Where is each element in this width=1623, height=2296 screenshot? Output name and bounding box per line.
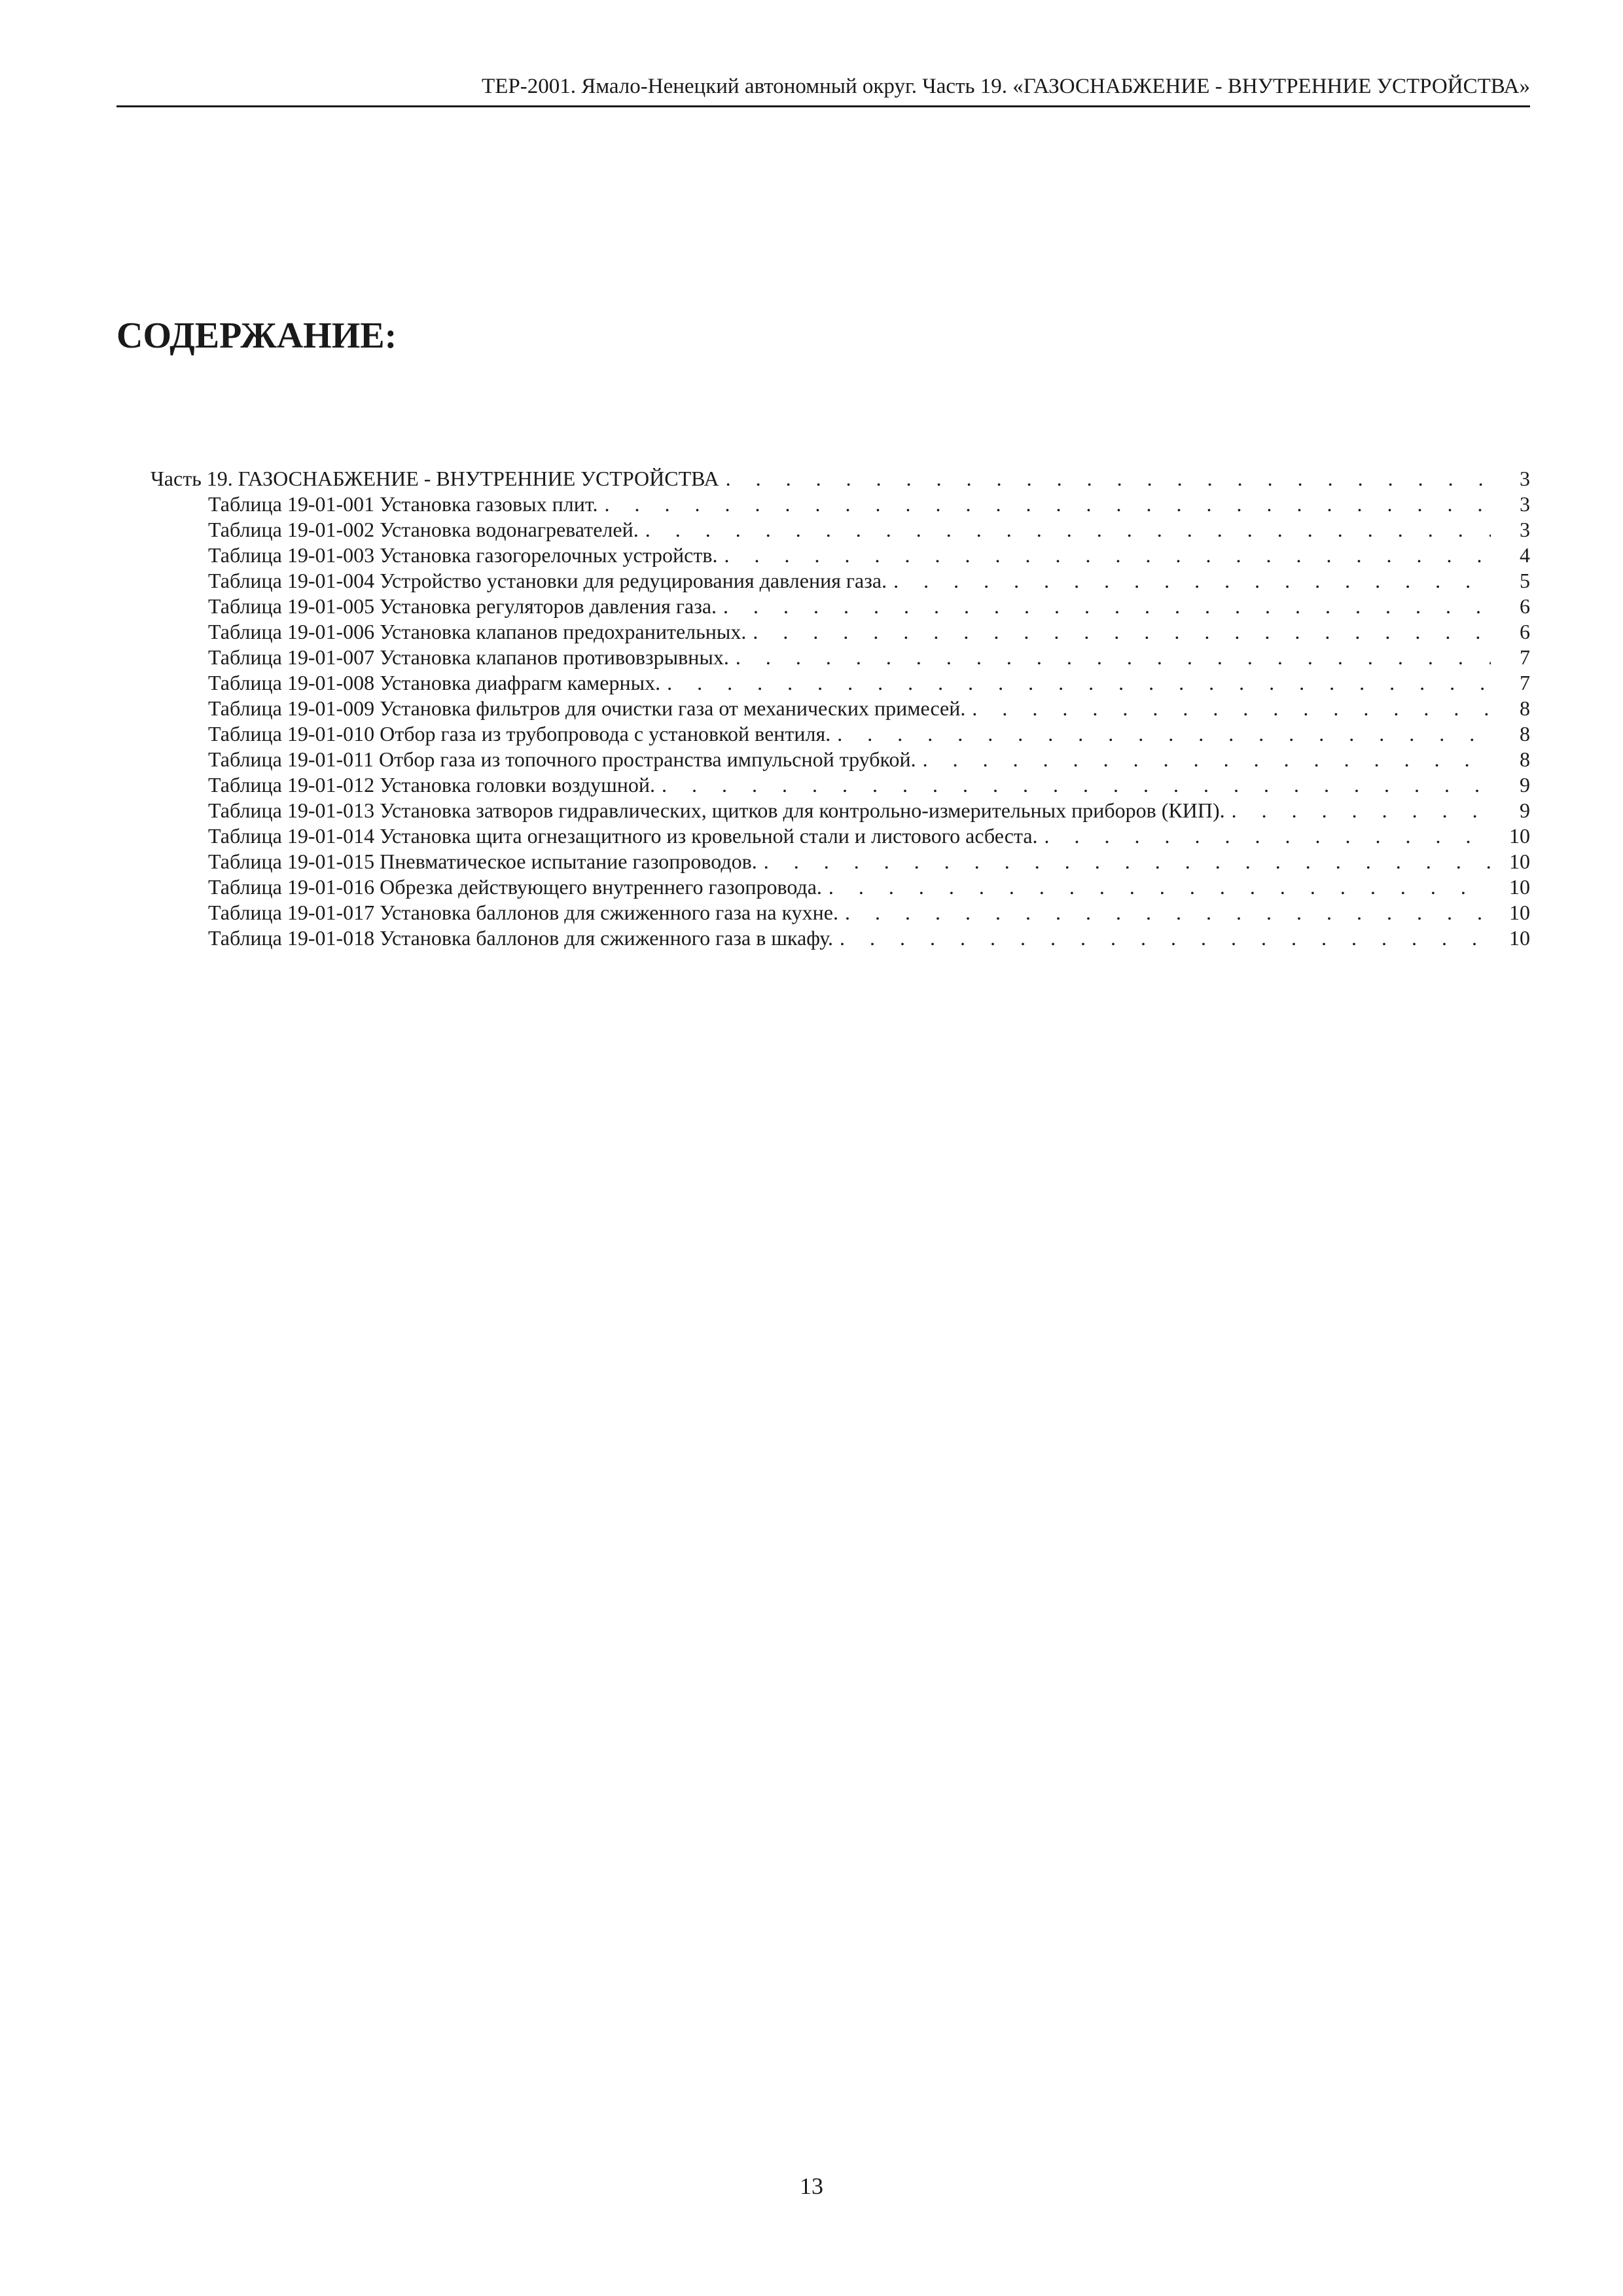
toc-entry[interactable]	[151, 747, 1530, 772]
toc-dot-leader	[736, 645, 1491, 670]
toc-entry-page: 10	[1509, 901, 1530, 924]
toc-dot-leader	[1044, 823, 1491, 849]
toc-entry[interactable]	[151, 517, 1530, 543]
toc-entry[interactable]	[151, 568, 1530, 594]
toc-entry-page: 10	[1509, 850, 1530, 873]
toc-entry-page: 10	[1509, 875, 1530, 899]
toc-entry-page: 7	[1520, 671, 1530, 694]
toc-entry-page: 7	[1520, 645, 1530, 669]
toc-entry-text: Таблица 19-01-007 Установка клапанов противовзрывных.	[208, 645, 729, 669]
toc-entry-text: Таблица 19-01-010 Отбор газа из трубопровода с установкой вентиля.	[208, 722, 831, 745]
toc-dot-leader	[893, 568, 1491, 594]
toc-entry[interactable]	[151, 645, 1530, 670]
toc-entry-page: 3	[1520, 492, 1530, 516]
toc-entry-text: Таблица 19-01-011 Отбор газа из топочного пространства импульсной трубкой.	[208, 747, 916, 771]
toc-entry-text: Таблица 19-01-016 Обрезка действующего внутреннего газопровода.	[208, 875, 822, 899]
toc-entry-page: 9	[1520, 798, 1530, 822]
toc-entry-page: 5	[1520, 569, 1530, 592]
running-header	[116, 71, 1530, 107]
toc-entry-page: 8	[1520, 722, 1530, 745]
toc-entry-text: Таблица 19-01-009 Установка фильтров для очистки газа от механических примесей.	[208, 696, 966, 720]
toc-dot-leader	[1232, 798, 1491, 823]
toc-entry-text: Таблица 19-01-002 Установка водонагревателей.	[208, 518, 639, 541]
toc-entry[interactable]	[151, 619, 1530, 645]
toc-entry-page: 6	[1520, 620, 1530, 643]
toc-entry-text: Таблица 19-01-013 Установка затворов гидравлических, щитков для контрольно-измерительных приборов (КИП).	[208, 798, 1225, 822]
toc-entry-text: Таблица 19-01-015 Пневматическое испытание газопроводов.	[208, 850, 757, 873]
toc-entry[interactable]	[151, 670, 1530, 696]
toc-dot-leader	[840, 925, 1491, 951]
toc-dot-leader	[764, 849, 1491, 874]
toc-entry-page: 10	[1509, 824, 1530, 848]
toc-dot-leader	[845, 900, 1491, 925]
toc-entry-text: Таблица 19-01-001 Установка газовых плит.	[208, 492, 598, 516]
toc-entry-page: 8	[1520, 747, 1530, 771]
toc-title: СОДЕРЖАНИЕ:	[116, 315, 397, 356]
toc-entry-text: Таблица 19-01-003 Установка газогорелочных устройств.	[208, 543, 718, 567]
page-number: 13	[800, 2173, 823, 2199]
toc-entry-text: Таблица 19-01-006 Установка клапанов предохранительных.	[208, 620, 747, 643]
toc-entry[interactable]	[151, 823, 1530, 849]
toc-dot-leader	[645, 517, 1491, 543]
toc-dot-leader	[662, 772, 1491, 798]
toc-dot-leader	[972, 696, 1491, 721]
toc-dot-leader	[724, 543, 1491, 568]
toc-dot-leader	[723, 594, 1491, 619]
toc-entry-text: Таблица 19-01-008 Установка диафрагм камерных.	[208, 671, 661, 694]
toc-dot-leader	[604, 492, 1491, 517]
toc-entry-text: Таблица 19-01-017 Установка баллонов для сжиженного газа на кухне.	[208, 901, 838, 924]
toc-dot-leader	[923, 747, 1491, 772]
toc-entry[interactable]	[151, 492, 1530, 517]
toc-entry-text: Таблица 19-01-012 Установка головки воздушной.	[208, 773, 656, 797]
toc-entry-text: Часть 19. ГАЗОСНАБЖЕНИЕ - ВНУТРЕННИЕ УСТРОЙСТВА	[151, 467, 719, 490]
toc-entry-page: 10	[1509, 926, 1530, 950]
toc-entry-page: 6	[1520, 594, 1530, 618]
toc-entry-page: 8	[1520, 696, 1530, 720]
toc-dot-leader	[837, 721, 1491, 747]
toc-entry-text: Таблица 19-01-014 Установка щита огнезащитного из кровельной стали и листового асбеста.	[208, 824, 1038, 848]
toc-dot-leader	[753, 619, 1491, 645]
toc-entry[interactable]	[151, 849, 1530, 874]
toc-entry-text: Таблица 19-01-018 Установка баллонов для сжиженного газа в шкафу.	[208, 926, 833, 950]
toc-entry[interactable]	[151, 900, 1530, 925]
toc-entry[interactable]	[151, 594, 1530, 619]
toc-entry-page: 4	[1520, 543, 1530, 567]
toc-part-entry[interactable]	[151, 466, 1530, 492]
toc-entry[interactable]	[151, 543, 1530, 568]
toc-entry-text: Таблица 19-01-004 Устройство установки для редуцирования давления газа.	[208, 569, 887, 592]
toc-entry[interactable]	[151, 798, 1530, 823]
toc-entry-page: 3	[1520, 467, 1530, 490]
running-header-text: ТЕР-2001. Ямало-Ненецкий автономный округ. Часть 19. «ГАЗОСНАБЖЕНИЕ - ВНУТРЕННИЕ УСТРОЙСТВА»	[482, 75, 1530, 98]
toc-dot-leader	[726, 466, 1491, 492]
toc-entry[interactable]	[151, 772, 1530, 798]
toc-entry-page: 9	[1520, 773, 1530, 797]
table-of-contents	[151, 466, 1530, 951]
toc-entry-text: Таблица 19-01-005 Установка регуляторов давления газа.	[208, 594, 717, 618]
toc-entry[interactable]	[151, 721, 1530, 747]
toc-entry[interactable]	[151, 925, 1530, 951]
toc-entry[interactable]	[151, 874, 1530, 900]
toc-dot-leader	[667, 670, 1491, 696]
toc-dot-leader	[829, 874, 1491, 900]
toc-entry-page: 3	[1520, 518, 1530, 541]
toc-entry[interactable]	[151, 696, 1530, 721]
